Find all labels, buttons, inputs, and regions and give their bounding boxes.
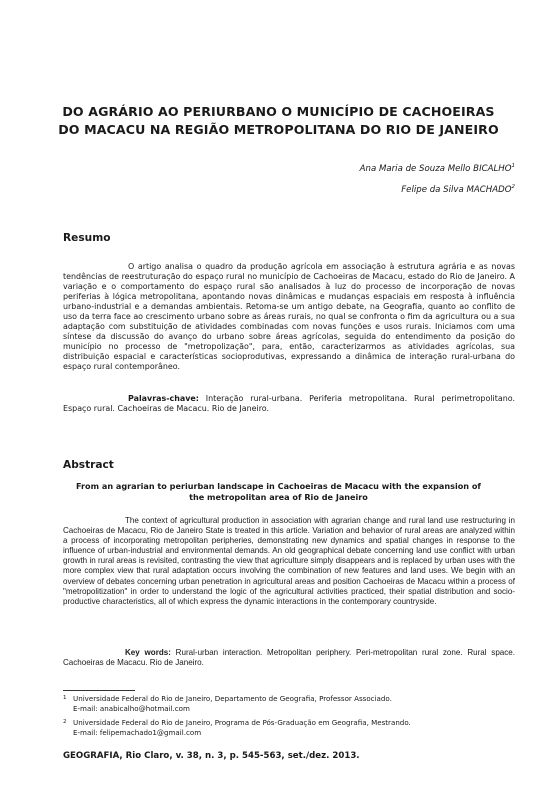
footnote-2-email: E-mail: felipemachado1@gmail.com <box>73 727 202 737</box>
palavras-chave <box>63 394 515 414</box>
author-list <box>360 157 515 199</box>
author-1-footnote-ref: 1 <box>511 163 515 169</box>
author-2-footnote-ref: 2 <box>511 183 515 190</box>
resumo-body: O artigo analisa o quadro da produção agrícola em associação à estrutura agrária e as novas tendências de reestruturação do espaço rural no município de Cachoeiras de Macacu, estado do Rio de Janeiro. A variação e o comportamento do espaço rural são analisados à luz do processo de incorporação de novas periferias à lógica metropolitana, apontando novas dinâmicas e mudanças espaciais em resposta à influência urbano-industrial e a demandas ambientais. Retoma-se um antigo debate, na Geografia, quanto ao conflito de uso da terra face ao crescimento urbano sobre as áreas rurais, no qual se confronta o fim da agricultura ou a sua adaptação com substituição de atividades combinadas com novas funções e usos rurais. Iniciamos com uma síntese da discussão do avanço do urbano sobre áreas agrícolas, seguida do entendimento da posição do município no processo de "metropolização", para, então, caracterizarmos as atividades agrícolas, sua distribuição espacial e características socioprodutivas, expressando a dinâmica de interação rural-urbana do espaço rural contemporâneo. <box>63 262 515 372</box>
footnote-divider <box>63 690 135 691</box>
author-1 <box>360 157 515 178</box>
footnote-1-number: 1 <box>63 695 67 701</box>
abstract-heading: Abstract <box>63 459 114 471</box>
resumo-heading: Resumo <box>63 232 111 244</box>
key-words-text: Rural-urban interaction. Metropolitan periphery. Peri-metropolitan rural zone. Rural space. Cachoeiras de Macacu. Rio de Janeiro. <box>63 648 516 668</box>
abstract-title: From an agrarian to periurban landscape in Cachoeiras de Macacu with the expansion of the metropolitan area of Rio de Janeiro <box>76 481 481 502</box>
footnote-2-number: 2 <box>63 719 67 725</box>
author-2 <box>360 178 515 199</box>
footnote-2-affiliation: Universidade Federal do Rio de Janeiro, Programa de Pós-Graduação em Geografia, Mestrando. <box>73 718 411 727</box>
footnote-2 <box>63 718 515 737</box>
footnote-1-email: E-mail: anabicalho@hotmail.com <box>73 703 190 713</box>
palavras-chave-text: Interação rural-urbana. Periferia metropolitana. Rural perimetropolitano. Espaço rural. Cachoeiras de Macacu. Rio de Janeiro. <box>63 394 515 414</box>
title-line-1: DO AGRÁRIO AO PERIURBANO O MUNICÍPIO DE CACHOEIRAS <box>62 104 495 119</box>
journal-citation: GEOGRAFIA, Rio Claro, v. 38, n. 3, p. 545-563, set./dez. 2013. <box>63 751 360 761</box>
article-title <box>40 103 517 139</box>
abstract-body: The context of agricultural production in association with agrarian change and rural land use restructuring in Cachoeiras de Macacu, Rio de Janeiro State is treated in this article. Variation and behavior of rural areas are analyzed within a process of incorporating metropolitan peripheries, demonstrating new dynamics and spatial changes in response to the influence of urban-industrial and environmental demands. An old geographical debate concerning land use conflict with urban growth in rural areas is revisited, contrasting the view that agriculture simply disappears and is replaced by urban uses with the more complex view that rural adaptation occurs involving the combination of new features and land uses. We begin with an overview of debates concerning urban penetration in agricultural areas and position Cachoeiras de Macacu within a process of "metropolitization" in order to understand the logic of the agricultural activities practiced, their spatial distribution and socio-productive characteristics, all of which express the dynamic interactions in the contemporary countryside. <box>63 516 515 606</box>
footnote-1-affiliation: Universidade Federal do Rio de Janeiro, Departamento de Geografia, Professor Associado. <box>73 694 392 703</box>
key-words-label: Key words: <box>125 648 171 657</box>
author-2-name: Felipe da Silva MACHADO <box>401 184 512 195</box>
footnote-1 <box>63 694 515 713</box>
key-words <box>63 648 515 668</box>
palavras-chave-label: Palavras-chave: <box>128 394 199 403</box>
author-1-name: Ana Maria de Souza Mello BICALHO <box>359 163 512 174</box>
title-line-2: DO MACACU NA REGIÃO METROPOLITANA DO RIO DE JANEIRO <box>58 122 499 137</box>
